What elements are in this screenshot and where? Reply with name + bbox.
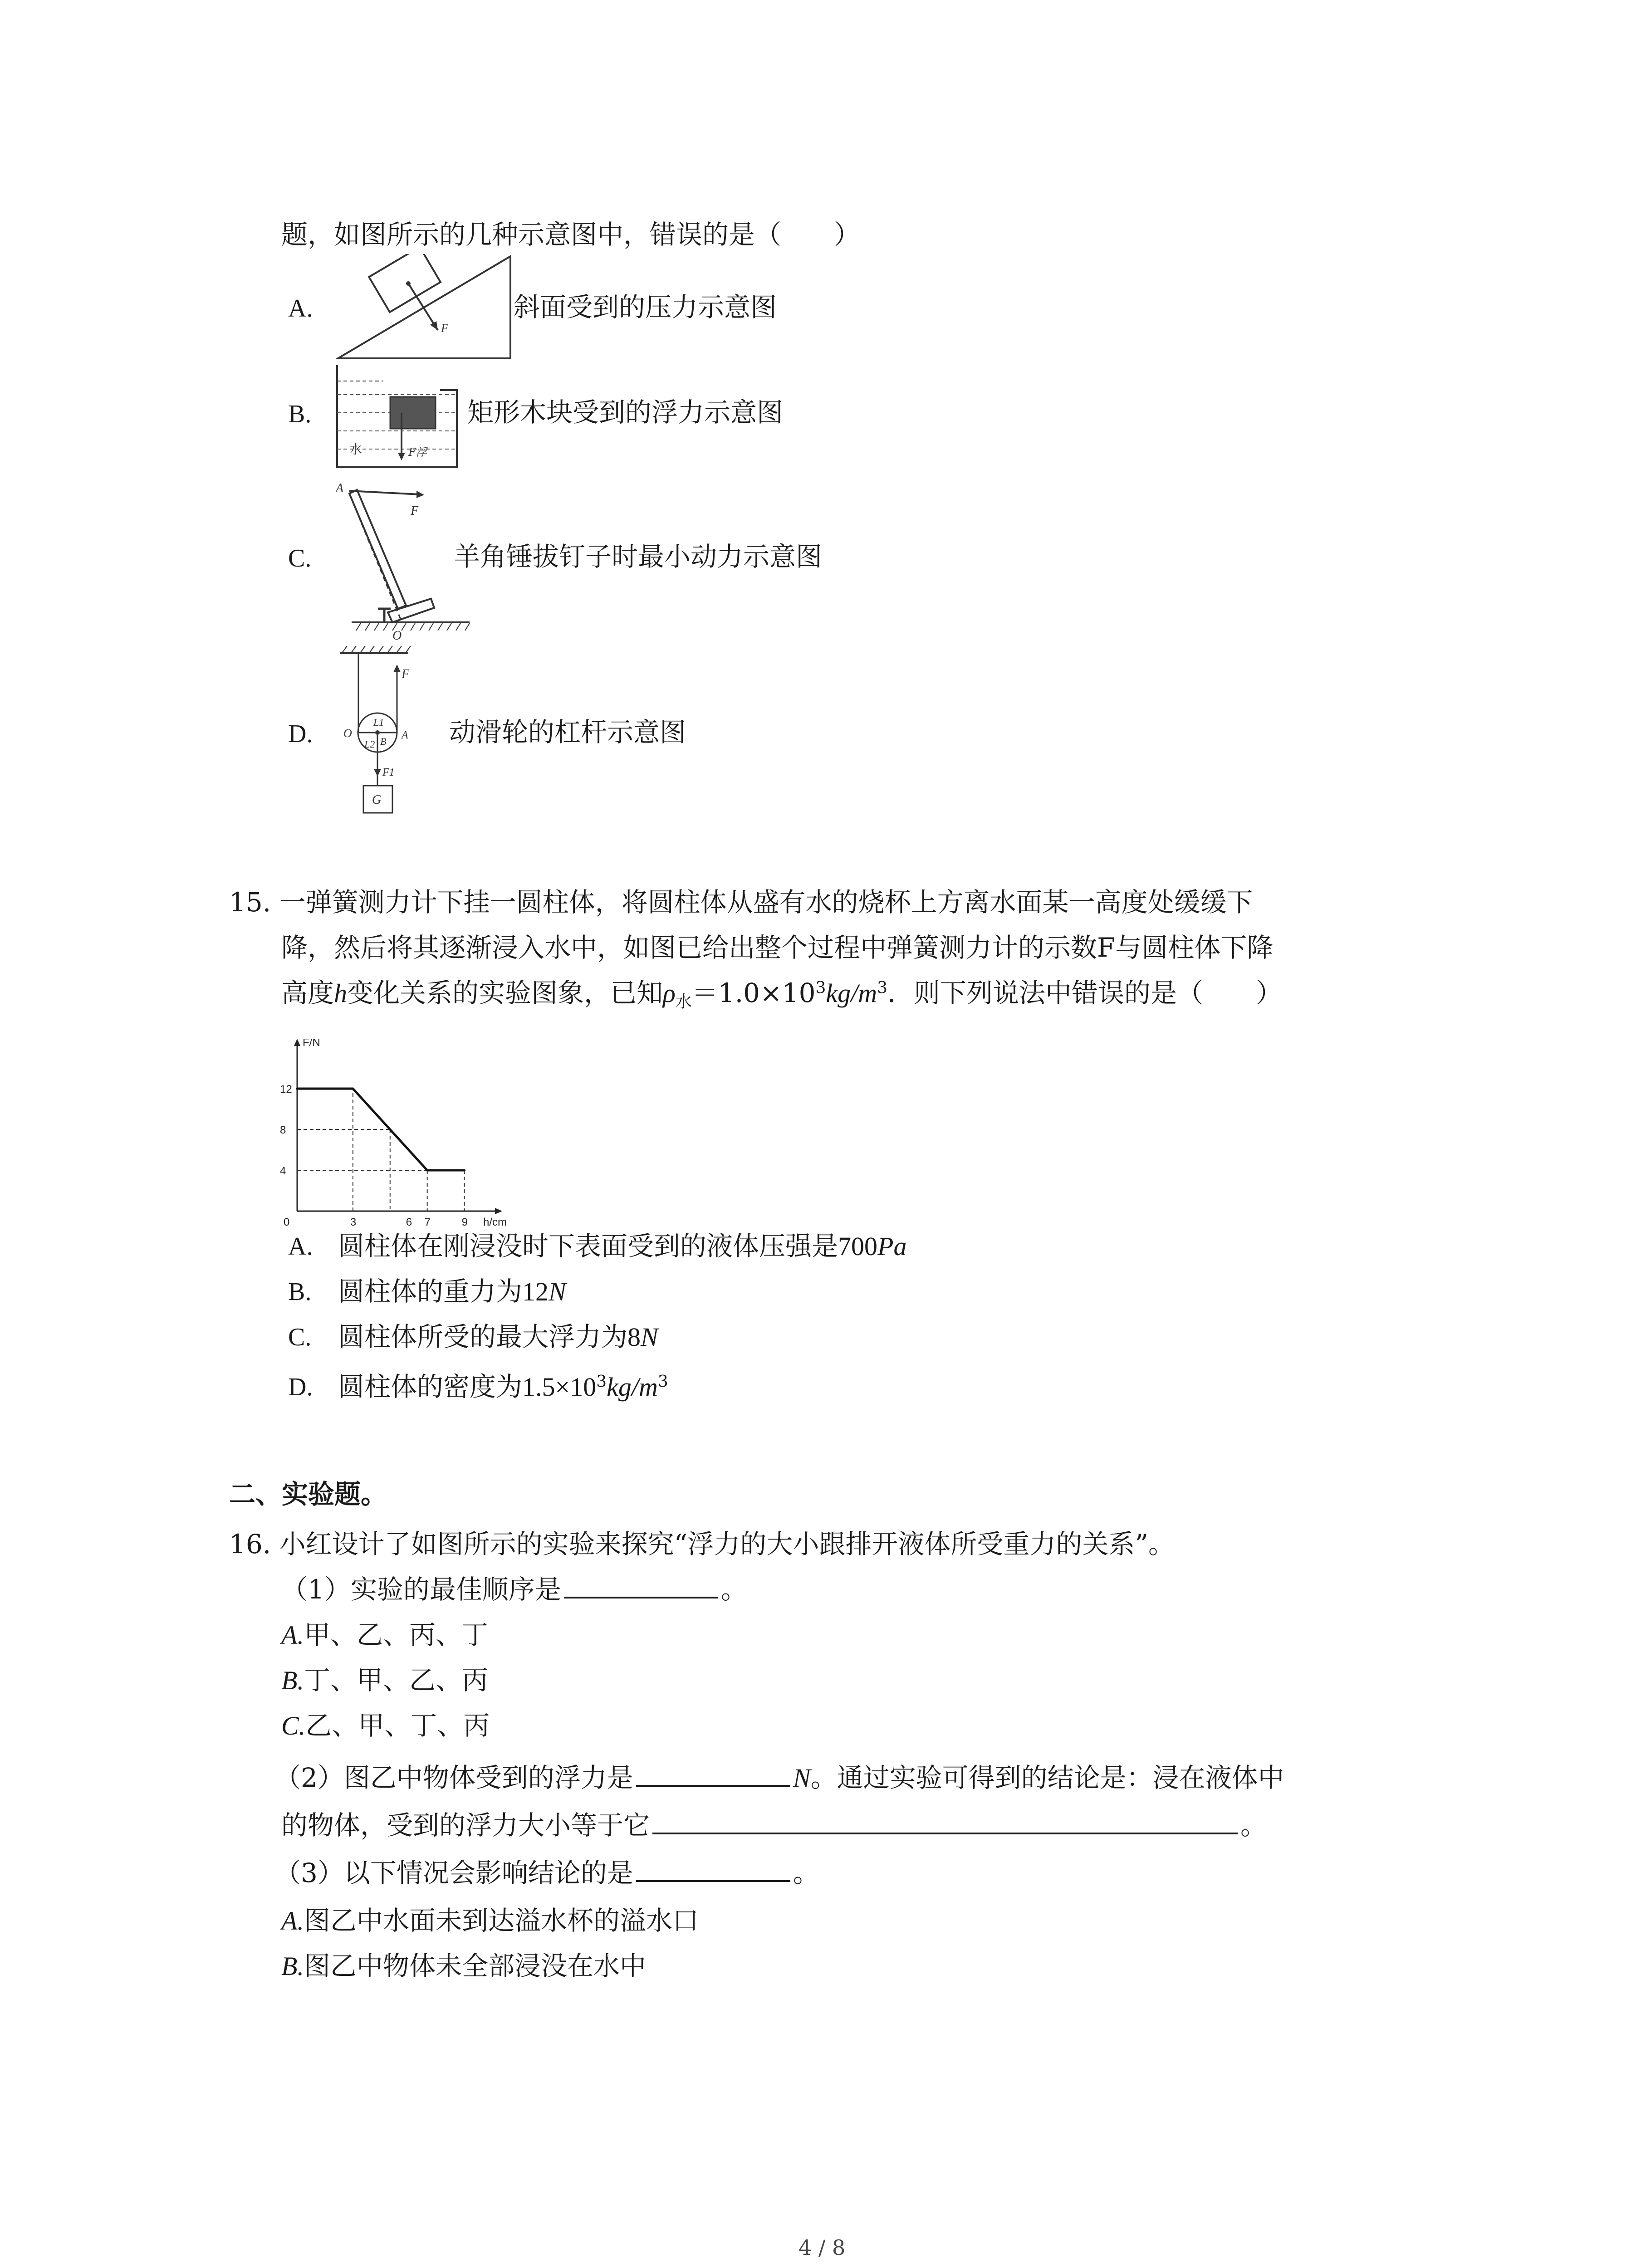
q14-option-b-letter: B. xyxy=(288,400,312,428)
q16-p3-option-a: A.图乙中水面未到达溢水杯的溢水口 xyxy=(281,1905,699,1936)
fig-d-b-label: B xyxy=(380,736,387,747)
series-point-0 xyxy=(296,1088,299,1090)
q16-part-1: （1）实验的最佳顺序是 。 xyxy=(281,1574,747,1605)
fig-c-pivot-label: O xyxy=(392,629,402,643)
q15-option-d-text: 圆柱体的密度为$1.5\times 10^3kg/m^3$ xyxy=(338,1371,668,1402)
q15-option-b-letter: B. xyxy=(288,1278,312,1306)
q15-option-d-letter: D. xyxy=(288,1373,313,1401)
q14-figure-a xyxy=(336,254,526,363)
q16-stem: 16. 小红设计了如图所示的实验来探究“浮力的大小跟排开液体所受重力的关系”。 xyxy=(229,1529,1175,1559)
q16-blank-1[interactable] xyxy=(564,1596,718,1598)
force-height-chart xyxy=(272,1039,508,1238)
q16-part-2-cont: 的物体，受到的浮力大小等于它 。 xyxy=(281,1810,1267,1841)
fig-d-force-label: F xyxy=(402,667,410,681)
q14-intro: 题，如图所示的几种示意图中，错误的是（ ） xyxy=(281,219,861,250)
fig-a-force-label: F xyxy=(441,322,448,335)
q15-option-b-text: 圆柱体的重力为12N xyxy=(338,1276,566,1307)
force-height-chart-svg xyxy=(272,1039,508,1238)
x-tick-label-0: 0 xyxy=(284,1216,290,1228)
series-point-1 xyxy=(352,1088,354,1090)
q14-figure-b xyxy=(333,363,460,472)
q16-p1-option-b: B.丁、甲、乙、丙 xyxy=(281,1665,488,1696)
q15-option-a-text: 圆柱体在刚浸没时下表面受到的液体压强是700Pa xyxy=(338,1231,907,1261)
fig-d-f1-label: F1 xyxy=(382,767,395,778)
fig-b-force-label: F浮 xyxy=(408,446,427,459)
q16-part-3: （3）以下情况会影响结论的是 。 xyxy=(274,1857,819,1888)
q15-option-c-text: 圆柱体所受的最大浮力为8N xyxy=(338,1321,658,1352)
q14-option-c-letter: C. xyxy=(288,544,312,572)
q16-p1-option-c: C.乙、甲、丁、丙 xyxy=(281,1710,490,1741)
q16-blank-3[interactable] xyxy=(652,1832,1238,1834)
y-tick-label-0: 4 xyxy=(280,1165,286,1177)
fig-c-point-a-label: A xyxy=(336,481,344,495)
q16-blank-2[interactable] xyxy=(636,1784,790,1787)
fig-d-l1-label: L1 xyxy=(373,717,384,728)
section-heading: 二、实验题。 xyxy=(229,1479,387,1510)
q15-line-3: 高度h变化关系的实验图象，已知$\rho_水=1.0\times 10^3kg/m^3$．则下列说法中错误的是（ ） xyxy=(281,978,1282,1011)
x-axis-arrow xyxy=(495,1208,502,1214)
q16-part-2: （2）图乙中物体受到的浮力是 N。通过实验可得到的结论是：浸在液体中 xyxy=(274,1762,1284,1793)
x-axis-label: h/cm xyxy=(483,1216,507,1228)
y-axis-arrow xyxy=(294,1039,300,1046)
page-number: 4 / 8 xyxy=(798,2235,846,2260)
fig-d-o-label: O xyxy=(343,727,352,740)
q16-p3-option-b: B.图乙中物体未全部浸没在水中 xyxy=(281,1950,646,1981)
q14-figure-d xyxy=(333,644,451,826)
fig-d-a-label: A xyxy=(402,729,408,741)
fig-d-g-label: G xyxy=(372,793,382,807)
q14-option-a-letter: A. xyxy=(288,294,313,323)
series-point-2 xyxy=(426,1169,428,1172)
q15-option-a-letter: A. xyxy=(288,1232,313,1261)
x-tick-label-1: 3 xyxy=(350,1216,357,1228)
q14-option-b-text: 矩形木块受到的浮力示意图 xyxy=(467,397,784,428)
fig-b-water-label: 水 xyxy=(349,442,362,457)
q15-line-1: 15. 一弹簧测力计下挂一圆柱体，将圆柱体从盛有水的烧杯上方离水面某一高度处缓缓下 xyxy=(229,887,1253,918)
series-point-3 xyxy=(463,1169,465,1172)
q16-p1-option-a: A.甲、乙、丙、丁 xyxy=(281,1619,488,1650)
x-tick-label-4: 9 xyxy=(461,1216,468,1228)
q14-option-d-letter: D. xyxy=(288,720,313,748)
q15-line-2: 降，然后将其逐渐浸入水中，如图已给出整个过程中弹簧测力计的示数F与圆柱体下降 xyxy=(281,932,1274,963)
q14-option-c-text: 羊角锤拔钉子时最小动力示意图 xyxy=(454,541,823,572)
q15-option-c-letter: C. xyxy=(288,1323,312,1351)
y-tick-label-1: 8 xyxy=(280,1124,286,1136)
x-tick-label-2: 6 xyxy=(406,1216,412,1228)
x-tick-label-3: 7 xyxy=(424,1216,431,1228)
fig-d-l2-label: L2 xyxy=(364,738,375,750)
q16-blank-4[interactable] xyxy=(636,1880,790,1882)
q14-option-d-text: 动滑轮的杠杆示意图 xyxy=(449,717,686,748)
y-tick-label-2: 12 xyxy=(280,1083,292,1095)
q14-option-a-text: 斜面受到的压力示意图 xyxy=(514,292,777,323)
y-axis-label: F/N xyxy=(303,1039,320,1049)
fig-c-force-label: F xyxy=(411,504,419,518)
